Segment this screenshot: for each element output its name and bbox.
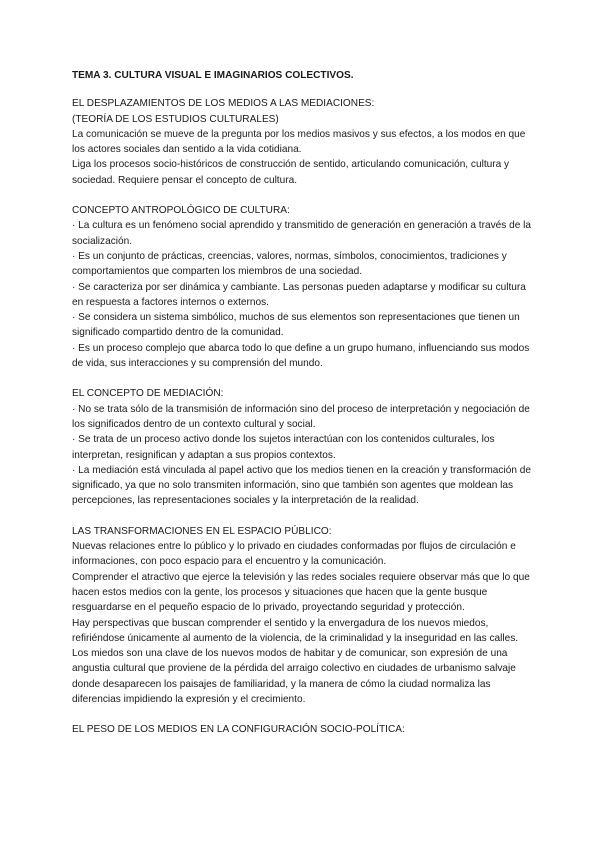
bullet-paragraph: · La cultura es un fenómeno social aprendido y transmitido de generación en generación a través de la socialización. [72, 220, 531, 247]
paragraph: Hay perspectivas que buscan comprender el sentido y la envergadura de los nuevos miedos, refiriéndose únicamente al aumento de la violencia, de la criminalidad y la inseguridad en las calles. [72, 617, 519, 644]
section-concepto-cultura [72, 203, 532, 371]
section-heading: EL PESO DE LOS MEDIOS EN LA CONFIGURACIÓN SOCIO-POLÍTICA: [72, 724, 405, 736]
bullet-paragraph: · No se trata sólo de la transmisión de información sino del proceso de interpretación y negociación de los significados dentro de un contexto cultural y social. [72, 403, 530, 430]
paragraph: Liga los procesos socio-históricos de construcción de sentido, articulando comunicación, cultura y sociedad. Requiere pensar el concepto de cultura. [72, 159, 510, 186]
paragraph: Comprender el atractivo que ejerce la televisión y las redes sociales requiere observar más que lo que hacen estos medios con la gente, los procesos y situaciones que hacen que la gente busque resguardarse en el pequeño espacio de lo privado, proyectando seguridad y protección. [72, 571, 530, 614]
section-heading: EL CONCEPTO DE MEDIACIÓN: [72, 388, 224, 400]
paragraph: La comunicación se mueve de la pregunta por los medios masivos y sus efectos, a los modos en que los actores sociales dan sentido a la vida cotidiana. [72, 128, 526, 156]
paragraph: Nuevas relaciones entre lo público y lo privado en ciudades conformadas por flujos de circulación e informaciones, con poco espacio para el encuentro y la comunicación. [72, 541, 516, 568]
section-heading: EL DESPLAZAMIENTOS DE LOS MEDIOS A LAS MEDIACIONES: [72, 98, 375, 110]
section-peso-medios [72, 722, 532, 737]
section-espacio-publico [72, 524, 532, 708]
section-mediaciones [72, 96, 532, 188]
bullet-paragraph: · Es un proceso complejo que abarca todo lo que define a un grupo humano, influenciando sus modos de vida, sus interacciones y su comprensión del mundo. [72, 342, 530, 370]
section-heading: LAS TRANSFORMACIONES EN EL ESPACIO PÚBLICO: [72, 525, 332, 537]
bullet-paragraph: · Se trata de un proceso activo donde los sujetos interactúan con los contenidos culturales, los interpretan, resignifican y adaptan a sus propios contextos. [72, 434, 495, 461]
bullet-paragraph: · La mediación está vinculada al papel activo que los medios tienen en la creación y transformación de significado, ya que no solo transmiten información, sino que también son agentes que moldean las percepciones, las representaciones sociales y la interpretación de la realidad. [72, 464, 531, 507]
section-concepto-mediacion [72, 386, 532, 508]
section-subheading: (TEORÍA DE LOS ESTUDIOS CULTURALES) [72, 113, 279, 125]
section-heading: CONCEPTO ANTROPOLÓGICO DE CULTURA: [72, 205, 290, 217]
document-page [72, 68, 532, 753]
bullet-paragraph: · Es un conjunto de prácticas, creencias, valores, normas, símbolos, conocimientos, tradiciones y comportamientos que comparten los miembros de una sociedad. [72, 250, 507, 278]
bullet-paragraph: · Se caracteriza por ser dinámica y cambiante. Las personas pueden adaptarse y modificar su cultura en respuesta a factores internos o externos. [72, 281, 526, 308]
document-title: TEMA 3. CULTURA VISUAL E IMAGINARIOS COLECTIVOS. [72, 70, 354, 81]
paragraph: Los miedos son una clave de los nuevos modos de habitar y de comunicar, son expresión de una angustia cultural que proviene de la pérdida del arraigo colectivo en ciudades de urbanismo salvaje donde desaparecen los paisajes de familiaridad, y la manera de cómo la ciudad normaliza las diferencias impidiendo la expresión y el crecimiento. [72, 648, 516, 705]
bullet-paragraph: · Se considera un sistema simbólico, muchos de sus elementos son representaciones que tienen un significado compartido dentro de la comunidad. [72, 312, 520, 339]
